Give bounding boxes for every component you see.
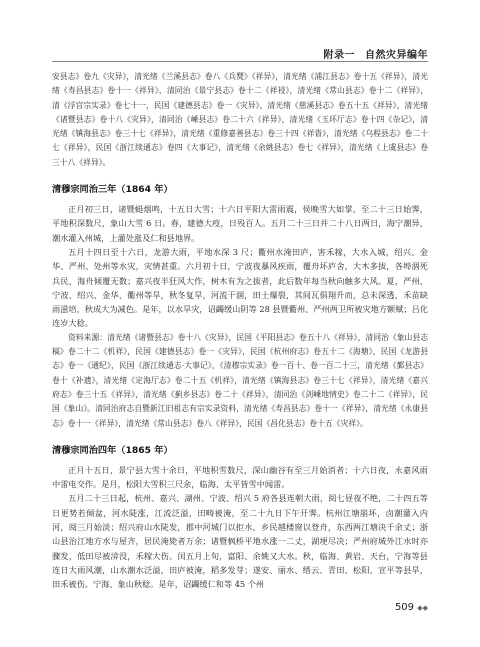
appendix-label: 附录一 bbox=[323, 50, 355, 61]
page-number-text: 509 bbox=[394, 602, 415, 613]
page-ornament: ◆◆ bbox=[417, 604, 428, 612]
running-head bbox=[324, 46, 429, 61]
year-heading: 清穆宗同治三年（1864 年） bbox=[52, 184, 173, 196]
paragraph: 正月初三日，诸暨蜓烟鸣，十五日大雪；十六日平阳大雷雨震，侯晚雪大如掌，至二十三日始霁，平地积深数尺，象山大雪 6 日。春，建德大疫，日殁百人。五月二十三日并二十八日两日，海宁潮异，潮水灌入州城，上灌处涨及仁和县地界。 bbox=[52, 204, 428, 243]
paragraph: 正月十五日，景宁县大雪十余日，平地积雪数尺，深山幽谷有至三月始消者；十六日夜，永嘉风雨中雷电交作。是月，松阳大雪积三尺余，临海、太平皆雪中闻雷。 bbox=[52, 464, 428, 490]
source-references: 资料来源：清光绪《诸暨县志》卷十八《灾异》，民国《平阳县志》卷五十八《祥异》，清同治《象山县志稿》卷二十二《机祥》，民国《建德县志》卷一《灾异》，民国《杭州府志》卷五十二《海塘》，民国《龙游县志》卷一《通纪》，民国《浙江续通志·大事记》，《清穆宗实录》卷一百十、卷一百二十三，清光绪《鄞县志》卷十《补遗》，清光绪《定海厅志》卷二十五《机祥》，清光绪《镇海县志》卷三十七《祥异》，清光绪《嘉兴府志》卷三十五《祥异》，清光绪《蓟乡县志》卷二十《祥异》，清同治《剑嵊地情史》卷二十二《祥异》，民国《象山》。清同治府志自暨新江旧祖志有宗实录资料，清光绪《寿昌县志》卷十一《祥异》，清光绪《永康县志》卷十一《祥异》，清光绪《常山县志》卷八《祥异》，民国《昌化县志》卷十五《灾祥》。 bbox=[52, 332, 428, 428]
source-references: 安县志》卷九《灾异》，清光绪《兰溪县志》卷八《兵燹》《祥异》，清光绪《浦江县志》卷十五《祥异》，清光绪《寿昌县志》卷十一《祥异》，清同治《景宁县志》卷十二《祥祲》，清光绪《常山县志》卷十二《祥异》，清《浮宫宗实录》卷七十一，民国《建德县志》卷一《灾异》，清光绪《慈溪县志》卷五十五《祥异》，清光绪《诸暨县志》卷十八《灾异》，清同治《嵊县志》卷二十六《祥异》，清光绪《玉环厅志》卷十四《杂记》，清光绪《镇海县志》卷三十七《祥异》，清光绪《重修嘉善县志》卷三十四《祥眚》，清光绪《乌程县志》卷二十七《祥异》，民国《浙江续通志》卷四《大事记》，清光绪《余姚县志》卷七《祥异》，清光绪《上虞县志》卷三十八《祥异》。 bbox=[52, 72, 428, 167]
body-text bbox=[52, 70, 428, 592]
year-heading: 清穆宗同治四年（1865 年） bbox=[52, 444, 173, 456]
paragraph: 五月二十三日起，杭州、嘉兴、湖州、宁波、绍兴 5 府各县连朝大雨，阅七昼夜不绝，二十四五等日更势若倾盆，河水陡涨，江流泛溢，田畴被淹，至二十九日下午开霁。杭州江塘崩坏，卤潮灌入内河，阅三月始淡；绍兴府山水陡发，郡中河城门以拒水，乡民越楼窗以登舟，东西两江塘决千余丈；浙山县治江地方水与屋齐，居民淹毙者万余；诸暨枫桥平地水涨一二丈，湖埂尽决；严州府城外江水时亦骤发，低田尽被渰没，禾稼大伤。闰五月上旬，富阳、余姚又大水。秋，临海、黄岩、天台，宁海等县连日大雨风潮，山水潮水泛溢，田庐被淹，稻多发芽；遂安、丽水、缙云、青田、松阳、宣平等县旱，田禾被伤。宁海、象山秋稔。是年，诏蠲缓仁和等 45 个州 bbox=[52, 493, 428, 590]
header-rule bbox=[52, 61, 428, 62]
paragraph: 五月十四日至十六日，龙游大雨，平地水深 3 尺；衢州水淹田庐，害禾稼，大水入城，绍兴、金华、严州、处州等水灾，灾情甚重。六月初十日，宁波夜暴风疾雨，覆舟坏庐舍，大木多拔，各埠涸死兵民，海舟倾覆无数；嘉兴夜半狂风大作，树木有为之拔者，此后数年每当秋向触多大风。夏，严州、宁波、绍兴、金华、衢州等旱，秋冬复旱，河流干涸，田土爆裂，其间瓦俱翔升而，总未深透，禾苗缺雨滋培，秋成大为减色。是年，以水旱灾，诏蠲缓山阴等 28 县暨衢州、严州两卫所被灾地方额赋；吕化连岁大稔。 bbox=[52, 246, 428, 329]
section-title-header: 自然灾异编年 bbox=[365, 50, 428, 61]
page-number bbox=[395, 602, 428, 613]
